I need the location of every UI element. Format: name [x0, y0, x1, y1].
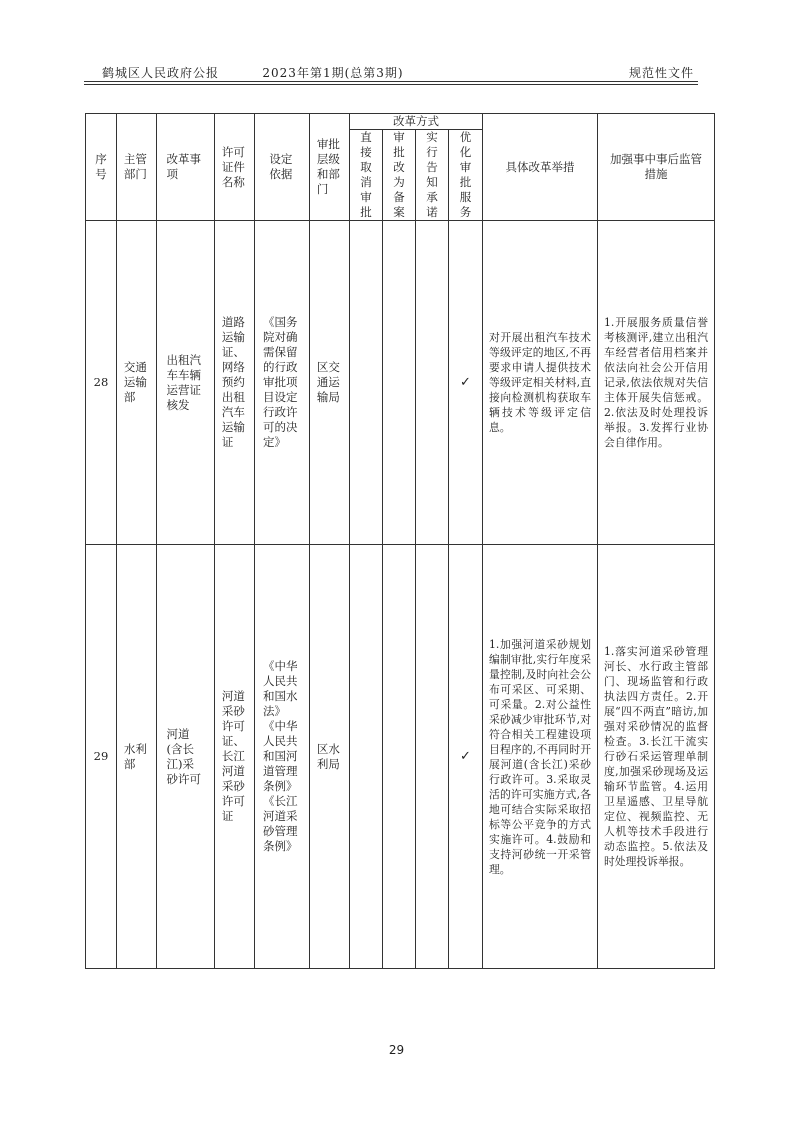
row-supervision: 1.开展服务质量信誉考核测评,建立出租汽车经营者信用档案并依法向社会公开信用记录,依法依规对失信主体开展失信惩戒。2.依法及时处理投诉举报。3.发挥行业协会自律作用。	[598, 221, 715, 545]
table-header-row	[86, 114, 715, 130]
header-method-notify: 实行告知承诺	[416, 130, 449, 221]
row-method-filing	[383, 545, 416, 969]
row-seq: 29	[86, 545, 117, 969]
header-dept: 主管部门	[117, 114, 157, 221]
row-level: 区交通运输局	[310, 221, 350, 545]
header-method-optimize: 优化审批服务	[449, 130, 483, 221]
header-license: 许可证件名称	[215, 114, 255, 221]
header-level: 审批层级和部门	[310, 114, 350, 221]
row-basis: 《中华人民共和国水法》《中华人民共和国河道管理条例》《长江河道采砂管理条例》	[255, 545, 310, 969]
row-measures: 对开展出租汽车技术等级评定的地区,不再要求申请人提供技术等级评定相关材料,直接向检测机构获取车辆技术等级评定信息。	[483, 221, 598, 545]
header-rule	[84, 81, 698, 82]
row-seq: 28	[86, 221, 117, 545]
row-method-optimize-check: ✓	[449, 545, 483, 969]
row-level: 区水利局	[310, 545, 350, 969]
table-row	[86, 221, 715, 545]
document-category: 规范性文件	[628, 66, 694, 80]
header-rule-thin	[84, 84, 698, 85]
row-license: 河道采砂许可证、长江河道采砂许可证	[215, 545, 255, 969]
row-license: 道路运输证、网络预约出租汽车运输证	[215, 221, 255, 545]
header-method-cancel: 直接取消审批	[350, 130, 383, 221]
table-row	[86, 545, 715, 969]
header-supervision: 加强事中事后监管措施	[598, 114, 715, 221]
row-method-optimize-check: ✓	[449, 221, 483, 545]
header-seq: 序号	[86, 114, 117, 221]
header-basis: 设定依据	[255, 114, 310, 221]
row-dept: 水利部	[117, 545, 157, 969]
bulletin-title: 鹤城区人民政府公报	[102, 66, 220, 80]
row-supervision: 1.落实河道采砂管理河长、水行政主管部门、现场监管和行政执法四方责任。2.开展“四不两直”暗访,加强对采砂情况的监督检查。3.长江干流实行砂石采运管理单制度,加强采砂现场及运输环节监管。4.运用卫星遥感、卫星导航定位、视频监控、无人机等技术手段进行动态监控。5.依法及时处理投诉举报。	[598, 545, 715, 969]
row-method-filing	[383, 221, 416, 545]
row-method-cancel	[350, 221, 383, 545]
row-basis: 《国务院对确需保留的行政审批项目设定行政许可的决定》	[255, 221, 310, 545]
row-dept: 交通运输部	[117, 221, 157, 545]
reform-table	[85, 113, 715, 969]
row-method-notify	[416, 221, 449, 545]
header-measures: 具体改革举措	[483, 114, 598, 221]
header-item: 改革事项	[157, 114, 215, 221]
row-item: 出租汽车车辆运营证核发	[157, 221, 215, 545]
issue-number: 2023年第1期(总第3期)	[262, 66, 404, 80]
row-measures: 1.加强河道采砂规划编制审批,实行年度采量控制,及时向社会公布可采区、可采期、可采量。2.对公益性采砂减少审批环节,对符合相关工程建设项目程序的,不再同时开展河道(含长江)采砂行政许可。3.采取灵活的许可实施方式,各地可结合实际采取招标等公平竞争的方式实施许可。4.鼓励和支持河砂统一开采管理。	[483, 545, 598, 969]
header-method-filing: 审批改为备案	[383, 130, 416, 221]
page-number: 29	[388, 1043, 405, 1057]
row-method-cancel	[350, 545, 383, 969]
row-method-notify	[416, 545, 449, 969]
header-method-group: 改革方式	[350, 114, 483, 130]
row-item: 河道(含长江)采砂许可	[157, 545, 215, 969]
